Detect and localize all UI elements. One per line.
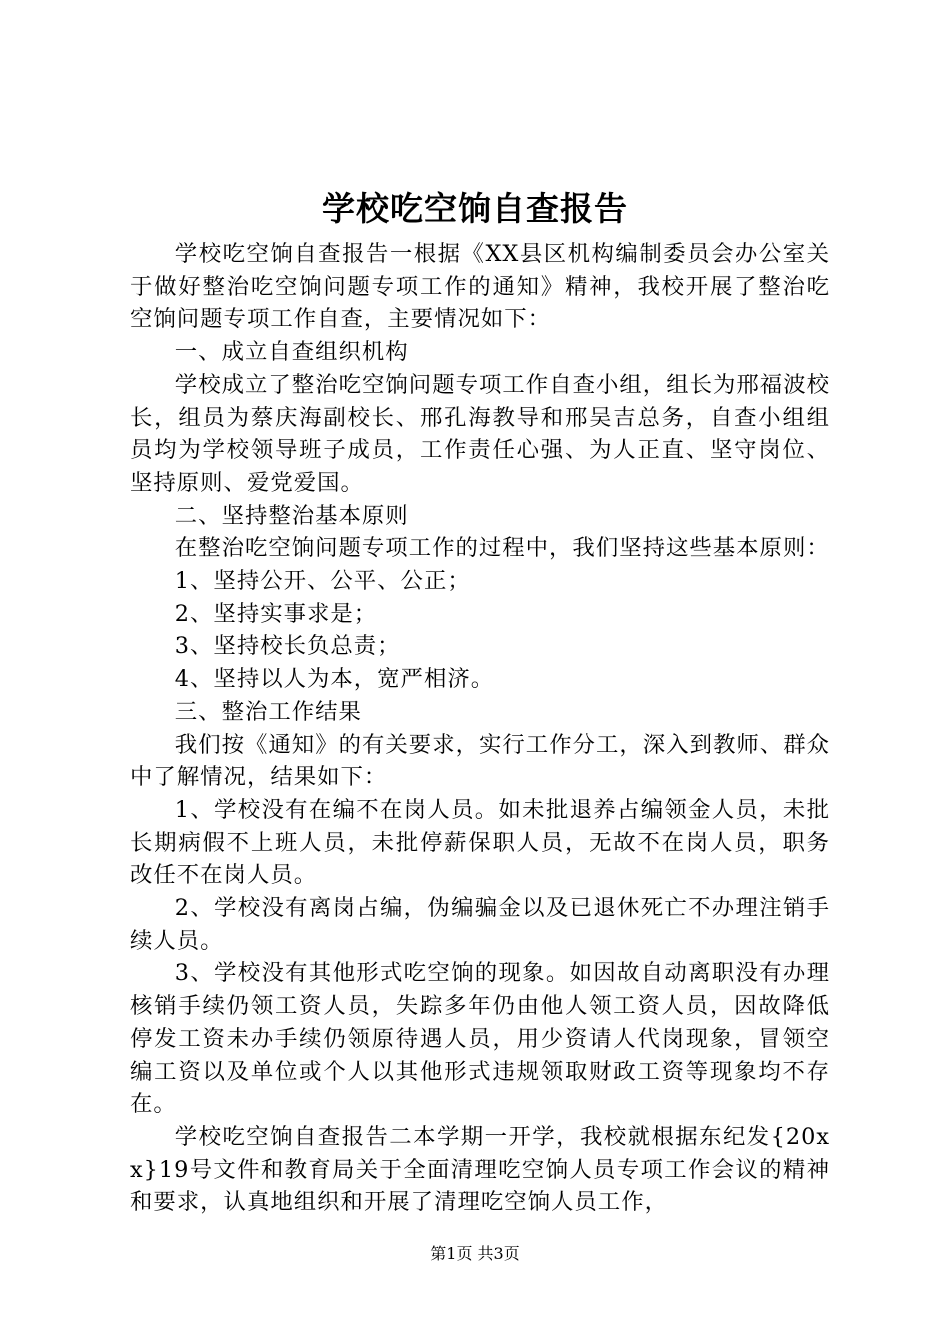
- principle-item-1: 1、坚持公开、公平、公正；: [174, 568, 471, 595]
- result-item-3: 3、学校没有其他形式吃空饷的现象。如因故自动离职没有办理核销手续仍领工资人员，失踪多年仍由他人领工资人员，因故降低停发工资未办手续仍领原待遇人员，用少资请人代岗现象，冒领空编工资以及单位或个人以其他形式违规领取财政工资等现象均不存在。: [130, 960, 830, 1118]
- section-heading-2: 二、坚持整治基本原则: [174, 502, 409, 529]
- paragraph-intro: 学校吃空饷自查报告一根据《XX县区机构编制委员会办公室关于做好整治吃空饷问题专项工作的通知》精神，我校开展了整治吃空饷问题专项工作自查，主要情况如下：: [130, 241, 830, 333]
- result-item-1: 1、学校没有在编不在岗人员。如未批退养占编领金人员，未批长期病假不上班人员，未批停薪保职人员，无故不在岗人员，职务改任不在岗人员。: [130, 796, 830, 889]
- document-title: 学校吃空饷自查报告: [322, 189, 628, 228]
- paragraph-results-intro: 我们按《通知》的有关要求，实行工作分工，深入到教师、群众中了解情况，结果如下：: [130, 731, 830, 791]
- principle-item-4: 4、坚持以人为本，宽严相济。: [174, 666, 495, 693]
- section-heading-3: 三、整治工作结果: [174, 698, 362, 725]
- principle-item-2: 2、坚持实事求是；: [174, 600, 378, 627]
- paragraph-principles: 在整治吃空饷问题专项工作的过程中，我们坚持这些基本原则：: [174, 535, 830, 562]
- page-footer: 第1页 共3页: [430, 1244, 520, 1263]
- paragraph-group: 学校成立了整治吃空饷问题专项工作自查小组，组长为邢福波校长，组员为蔡庆海副校长、邢孔海教导和邢吴吉总务，自查小组组员均为学校领导班子成员，工作责任心强、为人正直、坚守岗位、坚持原则、爱党爱国。: [130, 371, 830, 496]
- section-heading-1: 一、成立自查组织机构: [174, 339, 409, 366]
- document-body: [130, 238, 830, 1219]
- result-item-2: 2、学校没有离岗占编，伪编骗金以及已退休死亡不办理注销手续人员。: [130, 895, 830, 954]
- principle-item-3: 3、坚持校长负总责；: [174, 633, 401, 660]
- paragraph-report-two: 学校吃空饷自查报告二本学期一开学，我校就根据东纪发{20xx}19号文件和教育局关于全面清理吃空饷人员专项工作会议的精神和要求，认真地组织和开展了清理吃空饷人员工作，: [130, 1123, 830, 1216]
